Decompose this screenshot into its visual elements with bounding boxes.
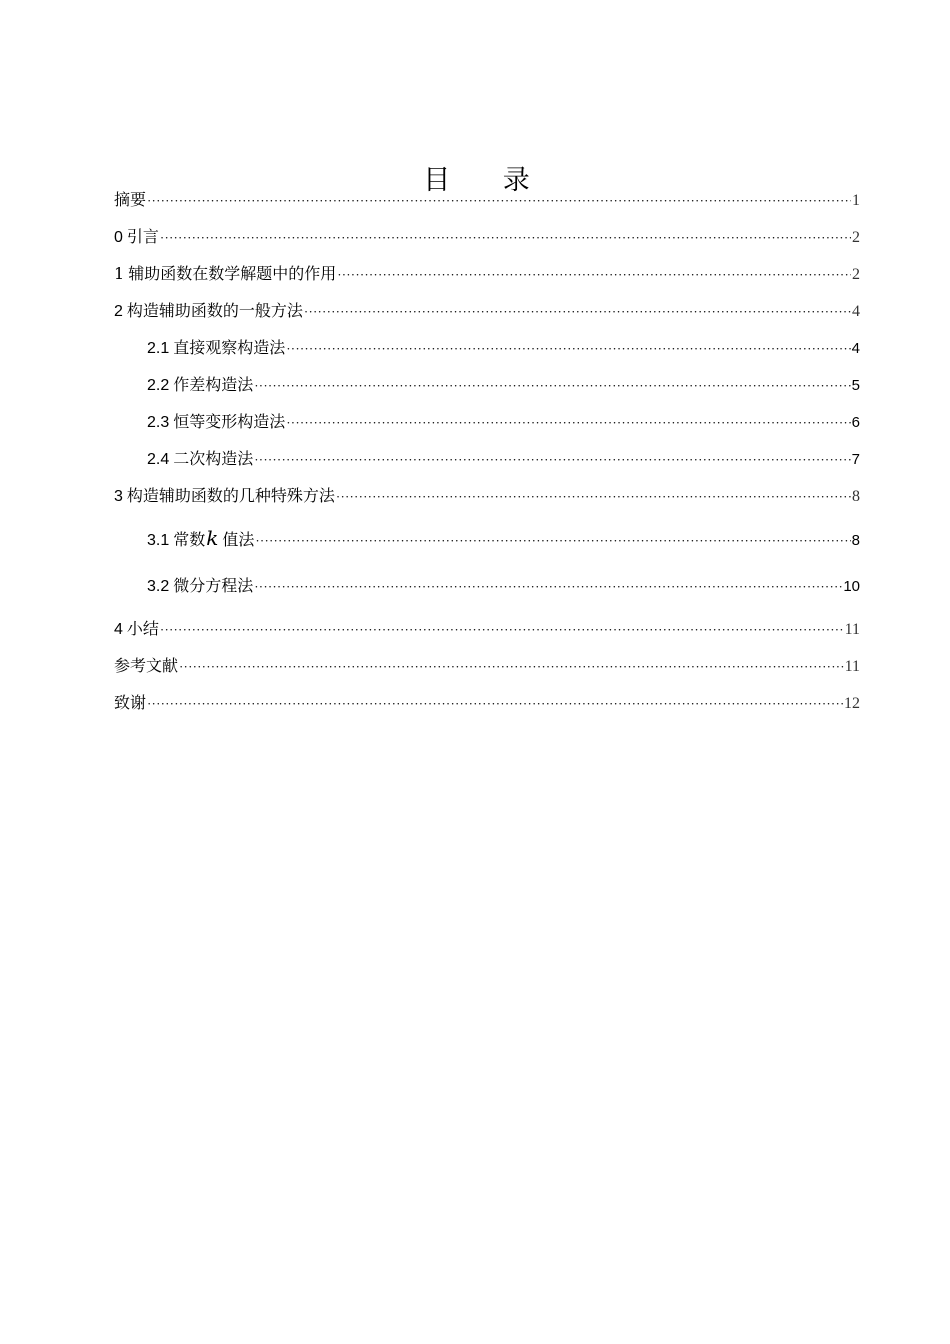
toc-entry-abstract[interactable] [114, 181, 860, 218]
toc-page-number: 10 [843, 578, 860, 595]
toc-entry-label: 引言 [126, 227, 159, 246]
toc-page-number: 5 [851, 377, 860, 394]
toc-page-number: 4 [851, 340, 860, 357]
toc-page-number: 2 [852, 229, 860, 246]
toc-page-number: 11 [844, 658, 860, 675]
toc-leader-dots [147, 685, 843, 722]
toc-page-number: 7 [851, 451, 860, 468]
toc-page-number: 4 [852, 303, 860, 320]
toc-entry-introduction[interactable] [114, 218, 860, 255]
toc-section-number: 2.4 [147, 451, 170, 468]
toc-entry-label: 恒等变形构造法 [173, 412, 286, 431]
toc-page-number: 8 [851, 532, 860, 549]
toc-leader-dots [286, 404, 850, 441]
toc-entry-references[interactable] [114, 647, 860, 684]
toc-entry-label: 摘要 [114, 190, 147, 209]
toc-entry-section-2-4[interactable] [114, 440, 860, 477]
toc-leader-dots [286, 330, 850, 367]
toc-entry-section-2-1[interactable] [114, 329, 860, 366]
toc-leader-dots [254, 563, 842, 611]
toc-entry-section-1[interactable] [114, 255, 860, 292]
toc-page-number: 6 [851, 414, 860, 431]
toc-section-number: 2.1 [147, 340, 170, 357]
toc-entry-label: 微分方程法 [173, 576, 254, 595]
toc-entry-label: 常数 [173, 530, 206, 549]
toc-entry-label: 参考文献 [114, 656, 179, 675]
toc-entry-label-suffix: 值法 [222, 530, 255, 549]
toc-entry-label: 构造辅助函数的一般方法 [126, 301, 303, 320]
toc-section-number: 2 [114, 303, 123, 320]
toc-section-number: 4 [114, 621, 123, 638]
toc-entry-section-4[interactable] [114, 610, 860, 647]
toc-section-number: 1 [114, 264, 125, 283]
table-of-contents [114, 181, 860, 721]
page-title: 目 录 [423, 165, 552, 197]
toc-leader-dots [147, 182, 851, 219]
toc-entry-label: 小结 [126, 619, 159, 638]
toc-entry-section-2-3[interactable] [114, 403, 860, 440]
toc-entry-section-3[interactable] [114, 477, 860, 514]
toc-entry-label: 辅助函数在数学解题中的作用 [128, 264, 337, 283]
toc-leader-dots [254, 441, 850, 478]
toc-leader-dots [179, 648, 844, 685]
toc-leader-dots [336, 478, 851, 515]
toc-section-number: 3 [114, 488, 123, 505]
toc-entry-label: 直接观察构造法 [173, 338, 286, 357]
toc-section-number: 3.1 [147, 532, 170, 549]
toc-entry-label: 致谢 [114, 693, 147, 712]
toc-entry-section-2-2[interactable] [114, 366, 860, 403]
toc-page-number: 8 [852, 488, 860, 505]
toc-entry-label: 构造辅助函数的几种特殊方法 [126, 486, 335, 505]
toc-entry-section-2[interactable] [114, 292, 860, 329]
toc-leader-dots [160, 611, 844, 648]
toc-entry-acknowledgements[interactable] [114, 684, 860, 721]
toc-page-number: 1 [852, 192, 860, 209]
toc-entry-label: 二次构造法 [173, 449, 254, 468]
toc-leader-dots [337, 256, 851, 293]
toc-page-number: 12 [844, 695, 860, 712]
toc-entry-label: 作差构造法 [173, 375, 254, 394]
toc-leader-dots [255, 517, 850, 565]
toc-section-number: 2.3 [147, 414, 170, 431]
toc-page-number: 11 [844, 621, 860, 638]
math-variable-k: k [206, 526, 219, 550]
toc-leader-dots [160, 219, 851, 256]
toc-leader-dots [304, 293, 851, 330]
toc-leader-dots [254, 367, 850, 404]
toc-page-number: 2 [852, 266, 860, 283]
toc-section-number: 2.2 [147, 377, 170, 394]
toc-entry-section-3-2[interactable] [114, 562, 860, 610]
toc-section-number: 0 [114, 229, 123, 246]
toc-section-number: 3.2 [147, 578, 170, 595]
toc-entry-section-3-1[interactable] [114, 514, 860, 562]
